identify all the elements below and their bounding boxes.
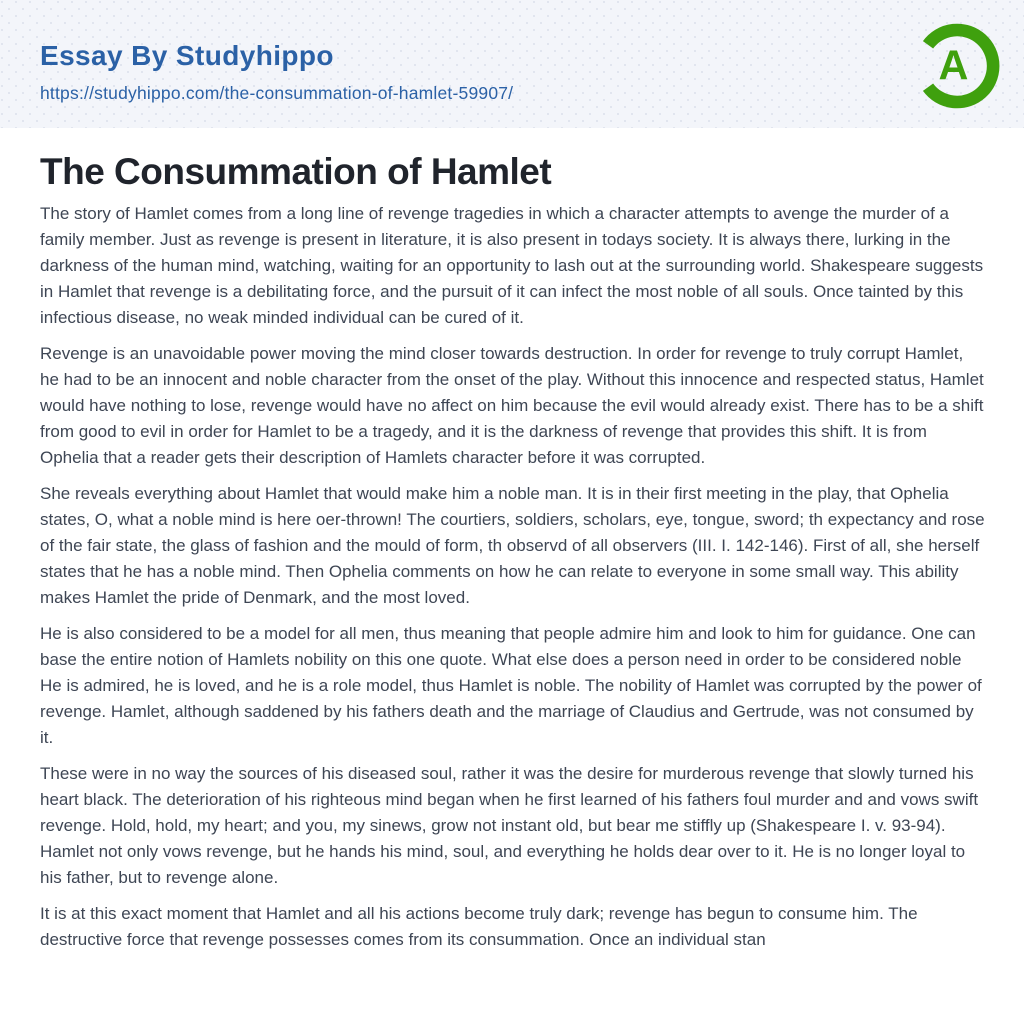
essay-title: The Consummation of Hamlet	[40, 151, 552, 192]
page-header	[0, 0, 1024, 128]
essay-paragraph-6: It is at this exact moment that Hamlet and all his actions become truly dark; revenge has begun to consume him. The destructive force that revenge possesses comes from its consummation. Once an individual stan	[40, 904, 918, 949]
studyhippo-logo-icon	[912, 20, 1002, 112]
essay-paragraph-5: These were in no way the sources of his diseased soul, rather it was the desire for murderous revenge that slowly turned his heart black. The deterioration of his righteous mind began when he first learned of his fathers foul murder and and vows swift revenge. Hold, hold, my heart; and you, my sinews, grow not instant old, but bear me stiffly up (Shakespeare I. v. 93-94). Hamlet not only vows revenge, but he hands his mind, soul, and everything he holds dear over to it. He is no longer loyal to his father, but to revenge alone.	[40, 764, 979, 887]
essay-paragraph-2: Revenge is an unavoidable power moving the mind closer towards destruction. In order for revenge to truly corrupt Hamlet, he had to be an innocent and noble character from the onset of the play. Without this innocence and respected status, Hamlet would have nothing to lose, revenge would have no affect on him because the evil would already exist. There has to be a shift from good to evil in order for Hamlet to be a tragedy, and it is the darkness of revenge that provides this shift. It is from Ophelia that a reader gets their description of Hamlets character before it was corrupted.	[40, 344, 984, 467]
essay-paragraph-1: The story of Hamlet comes from a long line of revenge tragedies in which a character attempts to avenge the murder of a family member. Just as revenge is present in literature, it is also present in todays society. It is always there, lurking in the darkness of the human mind, watching, waiting for an opportunity to lash out at the surrounding world. Shakespeare suggests in Hamlet that revenge is a debilitating force, and the pursuit of it can infect the most noble of all souls. Once tainted by this infectious disease, no weak minded individual can be cured of it.	[40, 204, 984, 327]
essay-article	[0, 150, 1024, 953]
essay-paragraph-4: He is also considered to be a model for all men, thus meaning that people admire him and look to him for guidance. One can base the entire notion of Hamlets nobility on this one quote. What else does a person need in order to be considered noble He is admired, he is loved, and he is a role model, thus Hamlet is noble. The nobility of Hamlet was corrupted by the power of revenge. Hamlet, although saddened by his fathers death and the marriage of Claudius and Gertrude, was not consumed by it.	[40, 624, 982, 747]
svg-text:A: A	[938, 42, 969, 89]
essay-by-studyhippo-label: Essay By Studyhippo	[40, 40, 334, 71]
essay-paragraph-3: She reveals everything about Hamlet that would make him a noble man. It is in their first meeting in the play, that Ophelia states, O, what a noble mind is here oer-thrown! The courtiers, soldiers, scholars, eye, tongue, sword; th expectancy and rose of the fair state, the glass of fashion and the mould of form, th observd of all observers (III. I. 142-146). First of all, she herself states that he has a noble mind. Then Ophelia comments on how he can relate to everyone in some small way. This ability makes Hamlet the pride of Denmark, and the most loved.	[40, 484, 985, 607]
source-url-link[interactable]: https://studyhippo.com/the-consummation-of-hamlet-59907/	[40, 83, 514, 103]
